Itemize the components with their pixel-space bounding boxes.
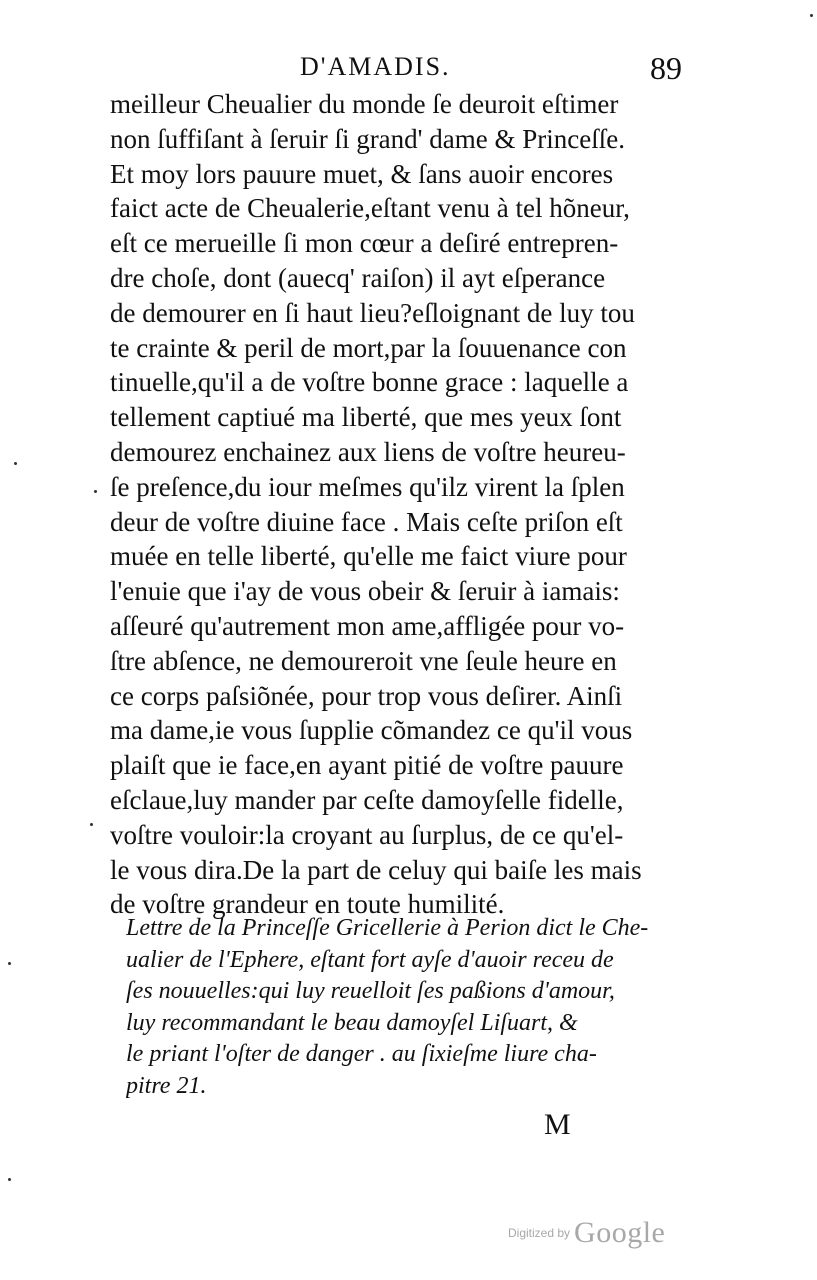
catchword: M: [544, 1108, 571, 1141]
margin-speck: [90, 823, 93, 826]
text-line: eſt ce merueille ſi mon cœur a deſiré entrepren-: [110, 228, 619, 259]
margin-speck: [14, 462, 17, 465]
text-line: aſſeuré qu'autrement mon ame,affligée pour vo-: [110, 610, 625, 641]
margin-speck: [8, 962, 11, 965]
text-line: ma dame,ie vous ſupplie cõmandez ce qu'il vous: [110, 715, 633, 746]
watermark-prefix: Digitized by: [508, 1226, 571, 1240]
heading-line: le priant l'oſter de danger . au ſixieſme liure cha-: [126, 1041, 597, 1067]
text-line: tinuelle,qu'il a de voſtre bonne grace : laquelle a: [110, 367, 629, 398]
google-logo: Google: [574, 1216, 666, 1249]
text-line: te crainte & peril de mort,par la ſouuenance con: [110, 332, 627, 363]
text-line: demourez enchainez aux liens de voſtre heureu-: [110, 436, 626, 467]
text-line: de demourer en ſi haut lieu?eſloignant de luy tou: [110, 297, 635, 328]
text-line: ſtre abſence, ne demoureroit vne ſeule heure en: [110, 645, 617, 676]
text-line: muée en telle liberté, qu'elle me faict viure pour: [110, 541, 627, 572]
heading-line: pitre 21.: [126, 1072, 207, 1099]
text-line: ſe preſence,du iour meſmes qu'ilz virent la ſplen: [110, 471, 625, 502]
text-line: Et moy lors pauure muet, & ſans auoir encores: [110, 158, 614, 189]
page-number: 89: [650, 50, 682, 86]
digitized-watermark: [508, 1216, 665, 1250]
text-line: plaiſt que ie face,en ayant pitié de voſtre pauure: [110, 750, 624, 781]
heading-line: ſes nouuelles:qui luy reuelloit ſes paßions d'amour,: [126, 978, 615, 1004]
heading-line: Lettre de la Princeſſe Gricellerie à Perion dict le Che-: [126, 915, 649, 941]
text-line: meilleur Cheualier du monde ſe deuroit eſtimer: [110, 89, 619, 119]
margin-speck: [810, 14, 813, 17]
text-line: faict acte de Cheualerie,eſtant venu à tel hõneur,: [110, 193, 630, 224]
heading-line: ualier de l'Ephere, eſtant fort ayſe d'auoir receu de: [126, 946, 614, 973]
margin-speck: [94, 490, 97, 493]
text-line: l'enuie que i'ay de vous obeir & ſeruir à iamais:: [110, 576, 620, 607]
heading-line: luy recommandant le beau damoyſel Liſuart, &: [126, 1009, 578, 1036]
text-line: voſtre vouloir:la croyant au ſurplus, de ce qu'el-: [110, 819, 624, 850]
running-title: D'AMADIS.: [300, 52, 451, 81]
text-line: le vous dira.De la part de celuy qui baiſe les mais: [110, 854, 642, 885]
text-line: tellement captiué ma liberté, que mes yeux ſont: [110, 402, 622, 433]
text-line: non ſuffiſant à ſeruir ſi grand' dame & Princeſſe.: [110, 123, 625, 154]
margin-speck: [8, 1178, 11, 1181]
letter-body: [110, 87, 690, 922]
text-line: deur de voſtre diuine face . Mais ceſte priſon eſt: [110, 506, 623, 537]
text-line: eſclaue,luy mander par ceſte damoyſelle fidelle,: [110, 784, 624, 815]
text-line: dre choſe, dont (auecq' raiſon) il ayt eſperance: [110, 262, 606, 293]
chapter-heading: [126, 913, 691, 1102]
text-line: ce corps paſsiõnée, pour trop vous deſirer. Ainſi: [110, 680, 623, 711]
text-line: de voſtre grandeur en toute humilité.: [110, 889, 505, 920]
